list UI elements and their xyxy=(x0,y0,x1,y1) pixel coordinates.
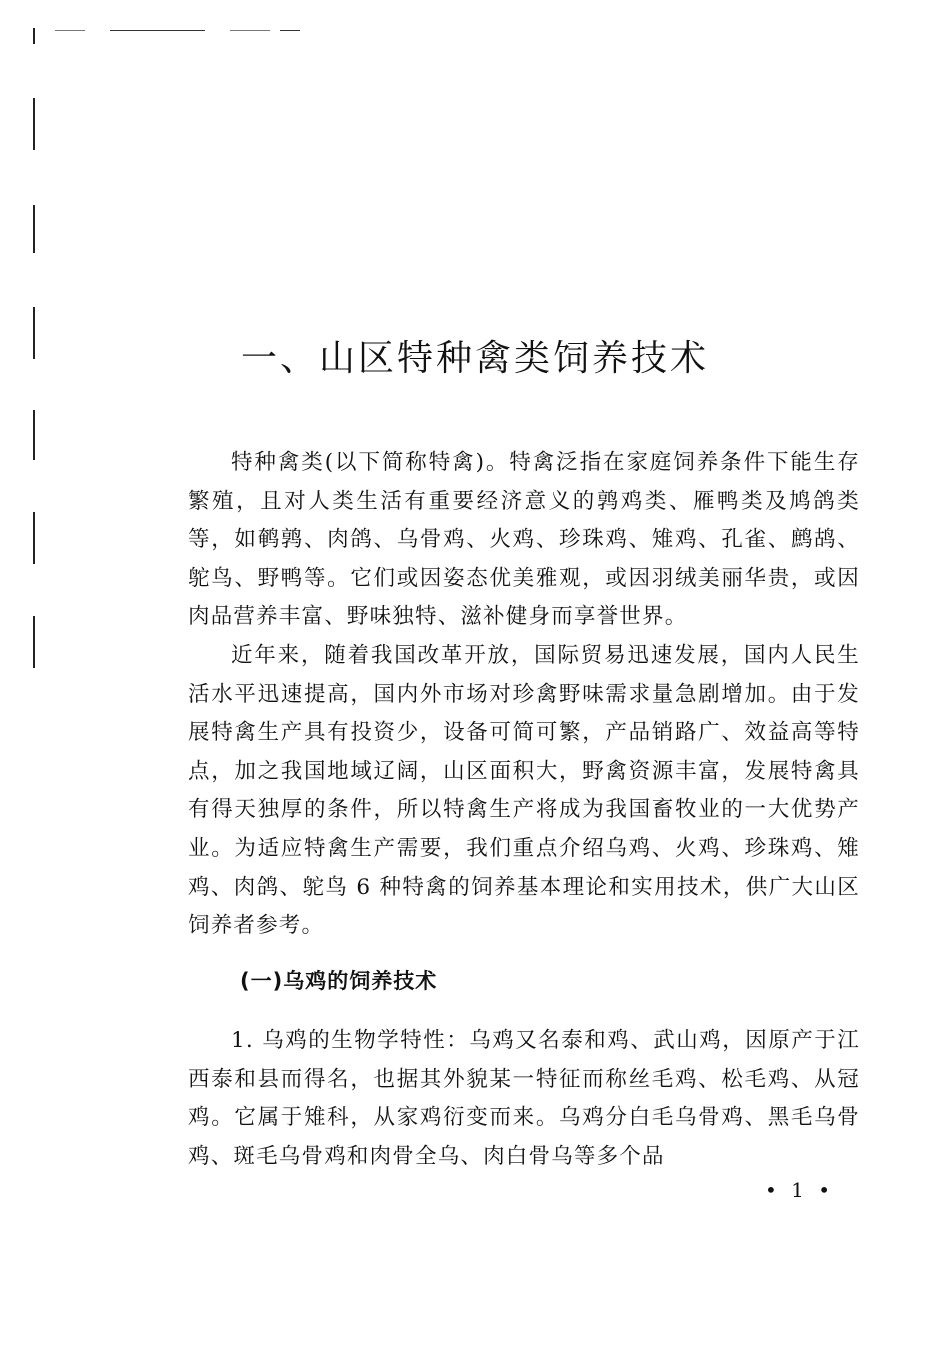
header-rule xyxy=(55,30,85,31)
section-paragraph: 1. 乌鸡的生物学特性：乌鸡又名泰和鸡、武山鸡，因原产于江西泰和县而得名，也据其外貌某一特征而称丝毛鸡、松毛鸡、从冠鸡。它属于雉科，从家鸡衍变而来。乌鸡分白毛乌骨鸡、黑毛乌骨鸡、斑毛乌骨鸡和肉骨全乌、肉白骨乌等多个品 xyxy=(188,1028,860,1169)
scan-edge-mark xyxy=(33,28,35,44)
header-rule xyxy=(230,30,270,31)
chapter-title: 一、山区特种禽类饲养技术 xyxy=(240,338,709,379)
section-heading: (一)乌鸡的饲养技术 xyxy=(240,969,438,993)
scan-edge-mark xyxy=(33,616,35,668)
header-rule xyxy=(110,30,205,31)
scan-edge-mark xyxy=(33,98,35,150)
page-number: • 1 • xyxy=(765,1178,835,1202)
body-paragraph: 特种禽类(以下简称特禽)。特禽泛指在家庭饲养条件下能生存繁殖，且对人类生活有重要经济意义的鹑鸡类、雁鸭类及鸠鸽类等，如鹌鹑、肉鸽、乌骨鸡、火鸡、珍珠鸡、雉鸡、孔雀、鹧鸪、鸵鸟、野鸭等。它们或因姿态优美雅观，或因羽绒美丽华贵，或因肉品营养丰富、野味独特、滋补健身而享誉世界。 xyxy=(188,450,860,630)
scan-edge-mark xyxy=(33,410,35,460)
scan-edge-mark xyxy=(33,512,35,564)
scan-edge-mark xyxy=(33,205,35,253)
body-paragraph: 近年来，随着我国改革开放，国际贸易迅速发展，国内人民生活水平迅速提高，国内外市场对珍禽野味需求量急剧增加。由于发展特禽生产具有投资少，设备可简可繁，产品销路广、效益高等特点，加之我国地域辽阔，山区面积大，野禽资源丰富，发展特禽具有得天独厚的条件，所以特禽生产将成为我国畜牧业的一大优势产业。为适应特禽生产需要，我们重点介绍乌鸡、火鸡、珍珠鸡、雉鸡、肉鸽、鸵鸟 6 种特禽的饲养基本理论和实用技术，供广大山区饲养者参考。 xyxy=(188,643,860,939)
header-rule xyxy=(280,30,300,31)
